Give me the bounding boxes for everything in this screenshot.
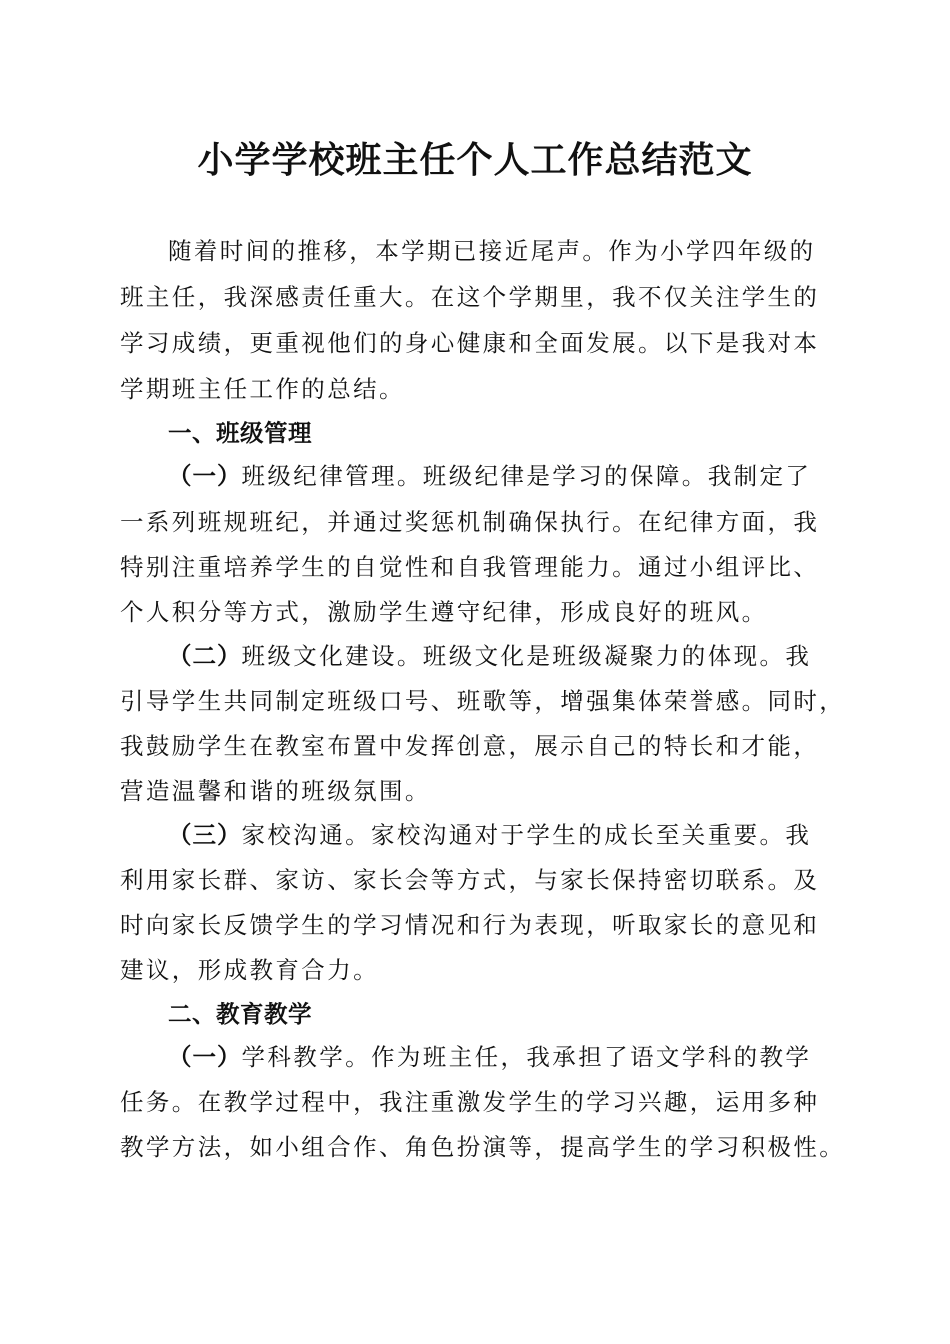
line-text: 二、教育教学: [168, 1000, 312, 1028]
line-text: 班级文化建设。班级文化是班级凝聚力的体现。我: [241, 642, 812, 670]
subsection-number: （二）: [168, 642, 242, 670]
line-text: 学期班主任工作的总结。: [120, 375, 405, 403]
paragraph-line: [120, 282, 840, 312]
line-text: 学科教学。作为班主任，我承担了语文学科的教学: [241, 1043, 812, 1071]
line-text: 营造温馨和谐的班级氛围。: [120, 777, 431, 805]
paragraph-line: [168, 236, 888, 266]
paragraph-line: [168, 641, 888, 671]
line-text: 利用家长群、家访、家长会等方式，与家长保持密切联系。及: [120, 866, 820, 894]
subsection-number: （三）: [168, 821, 242, 849]
line-text: 引导学生共同制定班级口号、班歌等，增强集体荣誉感。同时，: [120, 687, 846, 715]
line-text: 时向家长反馈学生的学习情况和行为表现，听取家长的意见和: [120, 911, 820, 939]
paragraph-line: [120, 1132, 846, 1162]
paragraph-line: [120, 686, 846, 716]
line-text: 随着时间的推移，本学期已接近尾声。作为小学四年级的: [168, 237, 816, 265]
section-heading: [168, 999, 888, 1029]
line-text: 班主任，我深感责任重大。在这个学期里，我不仅关注学生的: [120, 283, 820, 311]
line-text: 任务。在教学过程中，我注重激发学生的学习兴趣，运用多种: [120, 1088, 820, 1116]
line-text: 班级纪律管理。班级纪律是学习的保障。我制定了: [241, 462, 812, 490]
line-text: 个人积分等方式，激励学生遵守纪律，形成良好的班风。: [120, 598, 768, 626]
paragraph-line: [120, 1087, 840, 1117]
paragraph-line: [120, 328, 840, 358]
section-heading: [168, 418, 888, 448]
paragraph-line: [168, 1042, 888, 1072]
paragraph-line: [120, 597, 840, 627]
line-text: 一、班级管理: [168, 419, 312, 447]
paragraph-line: [120, 507, 840, 537]
paragraph-line: [120, 776, 840, 806]
line-text: 教学方法，如小组合作、角色扮演等，提高学生的学习积极性。: [120, 1133, 846, 1161]
line-text: 学习成绩，更重视他们的身心健康和全面发展。以下是我对本: [120, 329, 820, 357]
line-text: 建议，形成教育合力。: [120, 956, 379, 984]
document-title: 小学学校班主任个人工作总结范文: [197, 139, 753, 181]
paragraph-line: [120, 910, 840, 940]
paragraph-line: [120, 731, 840, 761]
subsection-number: （一）: [168, 462, 242, 490]
subsection-number: （一）: [168, 1043, 242, 1071]
line-text: 我鼓励学生在教室布置中发挥创意，展示自己的特长和才能，: [120, 732, 820, 760]
line-text: 家校沟通。家校沟通对于学生的成长至关重要。我: [241, 821, 812, 849]
paragraph-line: [168, 461, 888, 491]
paragraph-line: [120, 552, 840, 582]
line-text: 特别注重培养学生的自觉性和自我管理能力。通过小组评比、: [120, 553, 820, 581]
paragraph-line: [120, 955, 840, 985]
paragraph-line: [120, 374, 840, 404]
paragraph-line: [168, 820, 888, 850]
paragraph-line: [120, 865, 840, 895]
line-text: 一系列班规班纪，并通过奖惩机制确保执行。在纪律方面，我: [120, 508, 820, 536]
